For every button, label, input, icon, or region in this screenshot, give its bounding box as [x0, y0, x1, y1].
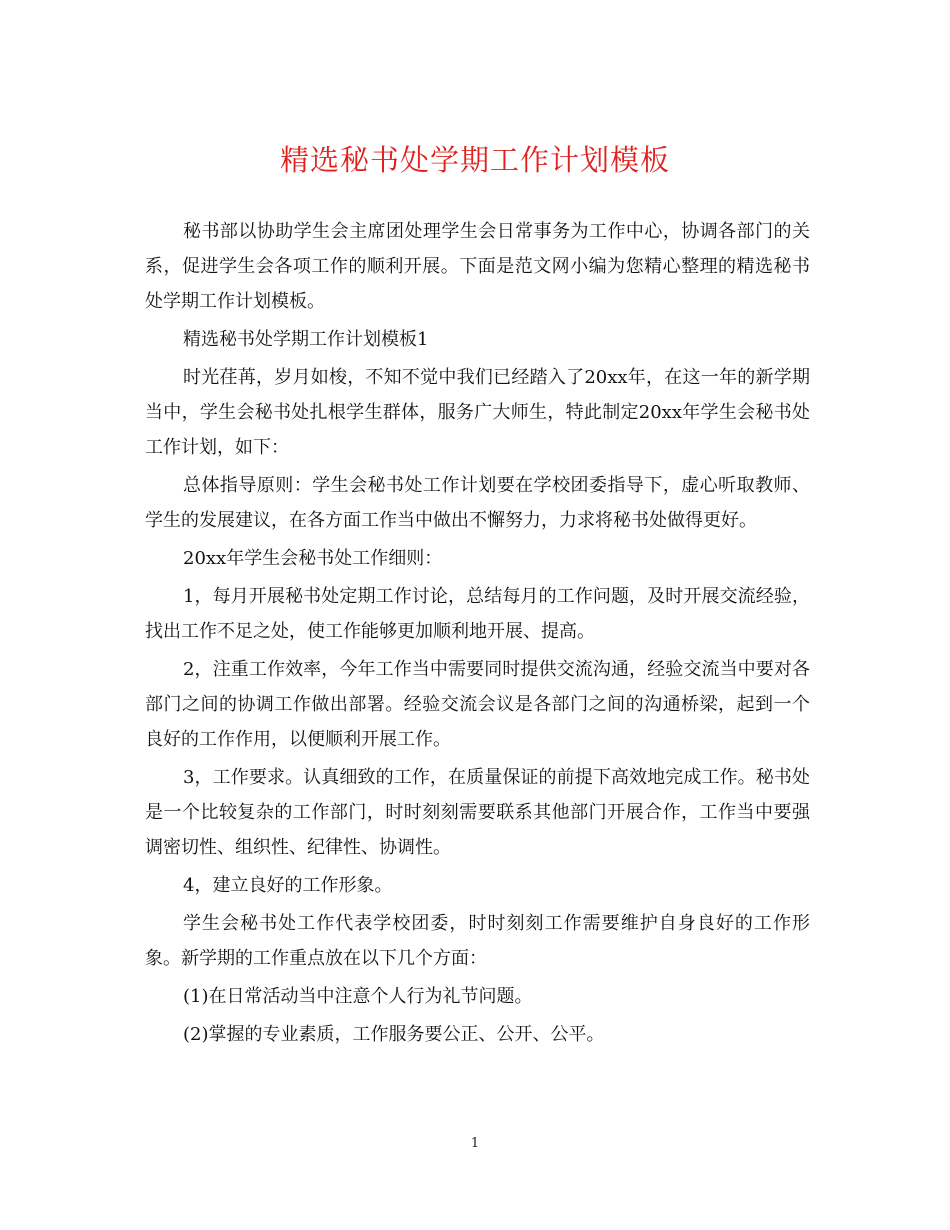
paragraph-opening: 时光荏苒，岁月如梭，不知不觉中我们已经踏入了20xx年，在这一年的新学期当中，学生会秘书处扎根学生群体，服务广大师生，特此制定20xx年学生会秘书处工作计划，如下：: [145, 367, 810, 458]
paragraph-point-1: (1)在日常活动当中注意个人行为礼节问题。: [183, 986, 533, 1007]
document-title: 精选秘书处学期工作计划模板: [279, 143, 670, 177]
paragraph-rule-3: 3，工作要求。认真细致的工作，在质量保证的前提下高效地完成工作。秘书处是一个比较复杂的工作部门，时时刻刻需要联系其他部门开展合作，工作当中要强调密切性、组织性、纪律性、协调性。: [145, 767, 810, 858]
paragraph-guiding-principle: 总体指导原则：学生会秘书处工作计划要在学校团委指导下，虚心听取教师、学生的发展建议，在各方面工作当中做出不懈努力，力求将秘书处做得更好。: [145, 475, 810, 531]
paragraph-image: 学生会秘书处工作代表学校团委，时时刻刻工作需要维护自身良好的工作形象。新学期的工作重点放在以下几个方面：: [145, 913, 810, 969]
document-body: [145, 214, 810, 1055]
paragraph-intro: 秘书部以协助学生会主席团处理学生会日常事务为工作中心，协调各部门的关系，促进学生会各项工作的顺利开展。下面是范文网小编为您精心整理的精选秘书处学期工作计划模板。: [145, 221, 810, 312]
page-number: 1: [470, 1136, 480, 1151]
paragraph-template-heading: 精选秘书处学期工作计划模板1: [183, 329, 429, 350]
paragraph-point-2: (2)掌握的专业素质，工作服务要公正、公开、公平。: [183, 1024, 605, 1045]
paragraph-rule-2: 2，注重工作效率，今年工作当中需要同时提供交流沟通，经验交流当中要对各部门之间的协调工作做出部署。经验交流会议是各部门之间的沟通桥梁，起到一个良好的工作作用，以便顺利开展工作。: [145, 659, 810, 750]
paragraph-rule-4: 4，建立良好的工作形象。: [183, 875, 393, 896]
paragraph-rule-1: 1，每月开展秘书处定期工作讨论，总结每月的工作问题，及时开展交流经验，找出工作不足之处，使工作能够更加顺利地开展、提高。: [145, 586, 810, 642]
paragraph-rules-heading: 20xx年学生会秘书处工作细则：: [183, 548, 443, 569]
